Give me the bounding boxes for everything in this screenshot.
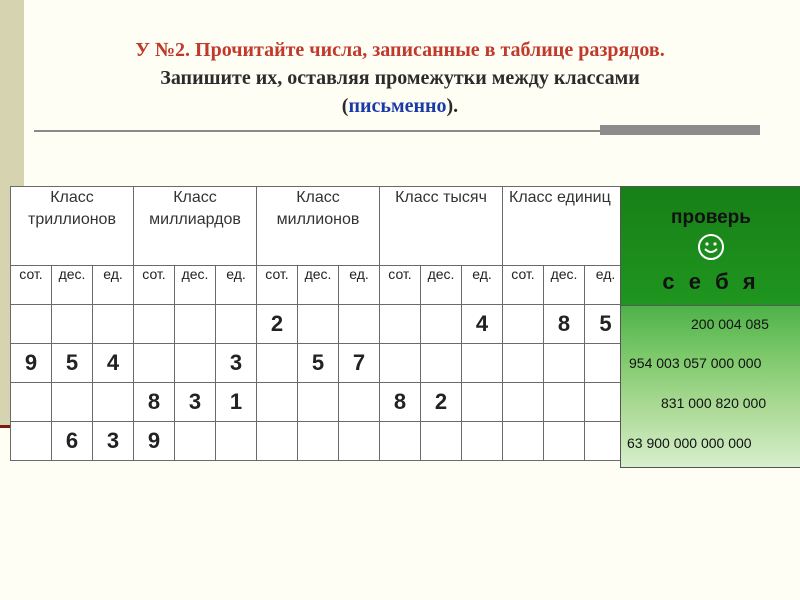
check-header: [621, 187, 800, 306]
answer-text: 63 900 000 000 000: [627, 435, 752, 451]
class-header-cell: Класс миллионов: [257, 187, 380, 266]
rank-header-cell: сот.: [503, 266, 544, 305]
digit-cell: [257, 422, 298, 461]
class-header-cell: Класс тысяч: [380, 187, 503, 266]
rank-header-cell: ед.: [93, 266, 134, 305]
digit-row: [11, 383, 627, 422]
divider-bar: [600, 125, 760, 135]
digit-cell: [52, 305, 93, 344]
digit-cell: [93, 383, 134, 422]
digit-cell: 2: [257, 305, 298, 344]
digit-cell: [298, 305, 339, 344]
digit-cell: [339, 305, 380, 344]
answer-text: 831 000 820 000: [661, 395, 767, 411]
digit-cell: [175, 422, 216, 461]
digit-cell: 2: [421, 383, 462, 422]
digit-cell: [503, 344, 544, 383]
place-value-table: [10, 186, 627, 461]
title-line-3: [40, 92, 760, 120]
digit-cell: [544, 344, 585, 383]
class-header-cell: Класс триллионов: [11, 187, 134, 266]
class-header-cell: Класс единиц: [503, 187, 627, 266]
digit-cell: [503, 383, 544, 422]
digit-cell: 8: [380, 383, 421, 422]
title-paren-close: ).: [446, 95, 459, 117]
digit-cell: [11, 305, 52, 344]
digit-cell: 7: [339, 344, 380, 383]
check-label: проверь: [671, 207, 751, 228]
title-paren-open: (: [341, 95, 349, 117]
digit-cell: [503, 305, 544, 344]
digit-cell: 6: [52, 422, 93, 461]
class-header-cell: Класс миллиардов: [134, 187, 257, 266]
digit-cell: [11, 383, 52, 422]
smiley-icon: [697, 233, 725, 261]
digit-cell: [339, 422, 380, 461]
answer-text: 200 004 085: [691, 316, 769, 332]
digit-cell: [421, 344, 462, 383]
digit-cell: 5: [585, 305, 627, 344]
rank-header-cell: ед.: [339, 266, 380, 305]
digit-cell: [175, 344, 216, 383]
digit-cell: 4: [462, 305, 503, 344]
digit-cell: 3: [175, 383, 216, 422]
rank-header-cell: дес.: [544, 266, 585, 305]
digit-cell: [134, 305, 175, 344]
digit-cell: [134, 344, 175, 383]
digit-cell: 8: [134, 383, 175, 422]
rank-header-cell: дес.: [298, 266, 339, 305]
digit-cell: [216, 305, 257, 344]
rank-header-cell: сот.: [257, 266, 298, 305]
digit-rows: [11, 305, 627, 461]
digit-cell: 5: [52, 344, 93, 383]
digit-cell: [462, 422, 503, 461]
rank-header-row: [11, 266, 627, 305]
digit-cell: [298, 383, 339, 422]
check-yourself-panel: [620, 186, 800, 468]
digit-cell: [93, 305, 134, 344]
digit-cell: [257, 344, 298, 383]
digit-cell: 8: [544, 305, 585, 344]
digit-cell: [421, 305, 462, 344]
divider-line: [34, 130, 600, 132]
digit-row: [11, 422, 627, 461]
rank-header-cell: ед.: [462, 266, 503, 305]
check-self-label: с е б я: [662, 269, 760, 294]
digit-cell: [298, 422, 339, 461]
rank-header-cell: дес.: [421, 266, 462, 305]
rank-header-cell: ед.: [216, 266, 257, 305]
digit-cell: [544, 383, 585, 422]
rank-header-cell: ед.: [585, 266, 627, 305]
digit-cell: [216, 422, 257, 461]
digit-row: [11, 344, 627, 383]
digit-cell: 3: [216, 344, 257, 383]
digit-cell: 9: [11, 344, 52, 383]
digit-cell: [380, 344, 421, 383]
task-title: [40, 36, 760, 120]
digit-cell: [380, 422, 421, 461]
digit-cell: 5: [298, 344, 339, 383]
digit-cell: 1: [216, 383, 257, 422]
rank-header-cell: сот.: [380, 266, 421, 305]
rank-header-cell: сот.: [134, 266, 175, 305]
digit-cell: 4: [93, 344, 134, 383]
rank-header-cell: дес.: [175, 266, 216, 305]
digit-cell: [421, 422, 462, 461]
digit-cell: [544, 422, 585, 461]
digit-cell: 9: [134, 422, 175, 461]
digit-row: [11, 305, 627, 344]
digit-cell: [52, 383, 93, 422]
digit-cell: [175, 305, 216, 344]
title-emphasis-word: письменно: [348, 95, 447, 117]
title-line-1: У №2. Прочитайте числа, записанные в таблице разрядов.: [135, 39, 665, 61]
digit-cell: [11, 422, 52, 461]
digit-cell: [339, 383, 380, 422]
rank-header-cell: сот.: [11, 266, 52, 305]
digit-cell: [462, 344, 503, 383]
digit-cell: 3: [93, 422, 134, 461]
class-header-row: [11, 187, 627, 266]
digit-cell: [462, 383, 503, 422]
digit-cell: [503, 422, 544, 461]
title-line-2: Запишите их, оставляя промежутки между классами: [160, 67, 640, 89]
decorative-side-line: [0, 425, 10, 428]
rank-header-cell: дес.: [52, 266, 93, 305]
digit-cell: [257, 383, 298, 422]
answer-text: 954 003 057 000 000: [629, 355, 762, 371]
digit-cell: [380, 305, 421, 344]
